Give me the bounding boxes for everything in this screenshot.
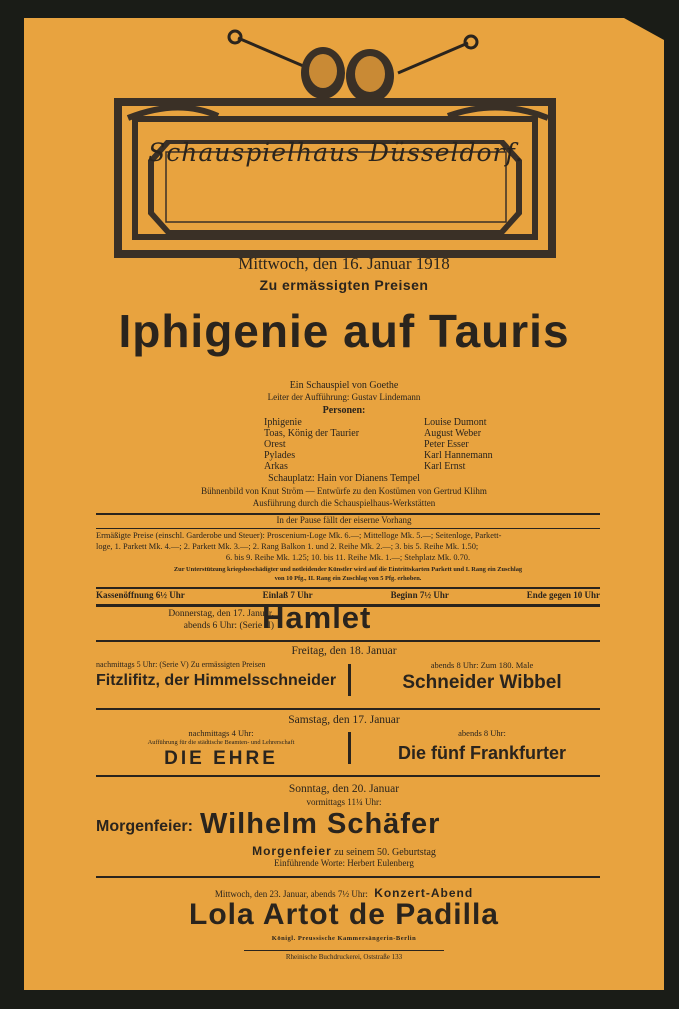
morgenfeier-subline: Morgenfeier zu seinem 50. Geburtstag	[252, 844, 436, 858]
play-subtitle: Ein Schauspiel von Goethe	[289, 380, 399, 391]
pause-note: In der Pause fällt der eiserne Vorhang	[276, 515, 412, 525]
hamlet-title: Hamlet	[262, 600, 372, 635]
cast-row: Orest Peter Esser	[264, 439, 469, 450]
sunday-time: vormittags 11¼ Uhr:	[306, 797, 382, 807]
sunday-date: Sonntag, den 20. Januar	[288, 783, 400, 795]
cast-heading: Personen:	[322, 405, 366, 416]
scene-line: Schauplatz: Hain vor Dianens Tempel	[268, 473, 420, 484]
friday-evening-time: abends 8 Uhr: Zum 180. Male	[430, 660, 534, 670]
friday-matinee-time: nachmittags 5 Uhr: (Serie V) Zu ermässigten Preisen	[96, 660, 266, 669]
concert-line: Mittwoch, den 23. Januar, abends 7½ Uhr: Konzert-Abend	[214, 886, 474, 900]
divider	[96, 587, 600, 589]
schneider-wibbel-title: Schneider Wibbel	[402, 672, 562, 693]
play-title: Iphigenie auf Tauris	[118, 305, 570, 357]
cast-row: Pylades Karl Hannemann	[264, 450, 493, 461]
saturday-matinee-note: Aufführung für die städtische Beamten- und Lehrerschaft	[147, 739, 295, 746]
price-note: Zu ermässigten Preisen	[259, 277, 429, 293]
introduction-line: Einführende Worte: Herbert Eulenberg	[274, 858, 414, 868]
workshop-credit: Ausführung durch die Schauspielhaus-Werkstätten	[252, 498, 436, 508]
wilhelm-schaefer-title: Wilhelm Schäfer	[200, 808, 441, 840]
divider	[96, 528, 600, 529]
saturday-evening-time: abends 8 Uhr:	[458, 728, 506, 738]
divider	[96, 640, 600, 642]
cast-list	[264, 417, 524, 472]
admission-time: Einlaß 7 Uhr	[262, 590, 313, 600]
director-line: Leiter der Aufführung: Gustav Lindemann	[267, 392, 421, 402]
morgenfeier-prefix: Morgenfeier:	[96, 818, 193, 835]
end-time: Ende gegen 10 Uhr	[526, 590, 600, 600]
concert-subtitle: Königl. Preussische Kammersängerin-Berlin	[271, 935, 417, 942]
poster-sheet	[24, 18, 664, 990]
divider	[96, 775, 600, 777]
printer-credit: Rheinische Buchdruckerei, Oststraße 133	[244, 950, 444, 961]
cast-row: Iphigenie Louise Dumont	[264, 417, 487, 428]
saturday-matinee-time: nachmittags 4 Uhr:	[188, 728, 254, 738]
performance-date: Mittwoch, den 16. Januar 1918	[238, 254, 450, 273]
divider	[96, 708, 600, 710]
times-row	[96, 590, 600, 600]
box-office-time: Kassenöffnung 6½ Uhr	[96, 590, 185, 600]
fitzlifitz-title: Fitzlifitz, der Himmelsschneider	[96, 672, 337, 689]
thursday-info: Donnerstag, den 17. Januar, abends 6 Uhr: (Serie II)	[168, 609, 274, 631]
friday-date: Freitag, den 18. Januar	[291, 645, 397, 657]
start-time: Beginn 7½ Uhr	[390, 590, 449, 600]
support-note: Zur Unterstützung kriegsbeschädigter und notleidender Künstler wird auf die Eintrittskarten Parkett und I. Rang ein Zuschlag von 10 Pfg., II. Rang ein Zuschlag von 5 Pfg. erhoben.	[173, 566, 523, 582]
die-ehre-title: DIE EHRE	[164, 748, 278, 769]
column-divider	[348, 664, 351, 696]
cast-row: Toas, König der Taurier August Weber	[264, 428, 482, 439]
price-list: Ermäßigte Preise (einschl. Garderobe und Steuer): Proscenium-Loge Mk. 6.—; Mittelloge Mk. 5.—; Seitenloge, Parkett- loge, 1. Parkett Mk. 4.—; 2. Parkett Mk. 3.—; 2. Rang Balkon 1. und 2. Reihe Mk. 2.—; 3. bis 5. Reihe Mk. 1.50; 6. bis 9. Reihe Mk. 1.25; 10. bis 11. Reihe Mk. 1.—; Stehplatz Mk. 0.70.	[96, 531, 502, 562]
fuenf-frankfurter-title: Die fünf Frankfurter	[397, 743, 566, 763]
lola-artot-title: Lola Artot de Padilla	[189, 898, 499, 931]
column-divider	[348, 732, 351, 764]
divider	[96, 876, 600, 878]
cast-row: Arkas Karl Ernst	[264, 461, 466, 472]
saturday-date: Samstag, den 17. Januar	[288, 714, 400, 726]
design-credit: Bühnenbild von Knut Ström — Entwürfe zu den Kostümen von Gertrud Klihm	[201, 486, 487, 496]
theater-name: Schauspielhaus Düsseldorf.	[148, 138, 524, 167]
